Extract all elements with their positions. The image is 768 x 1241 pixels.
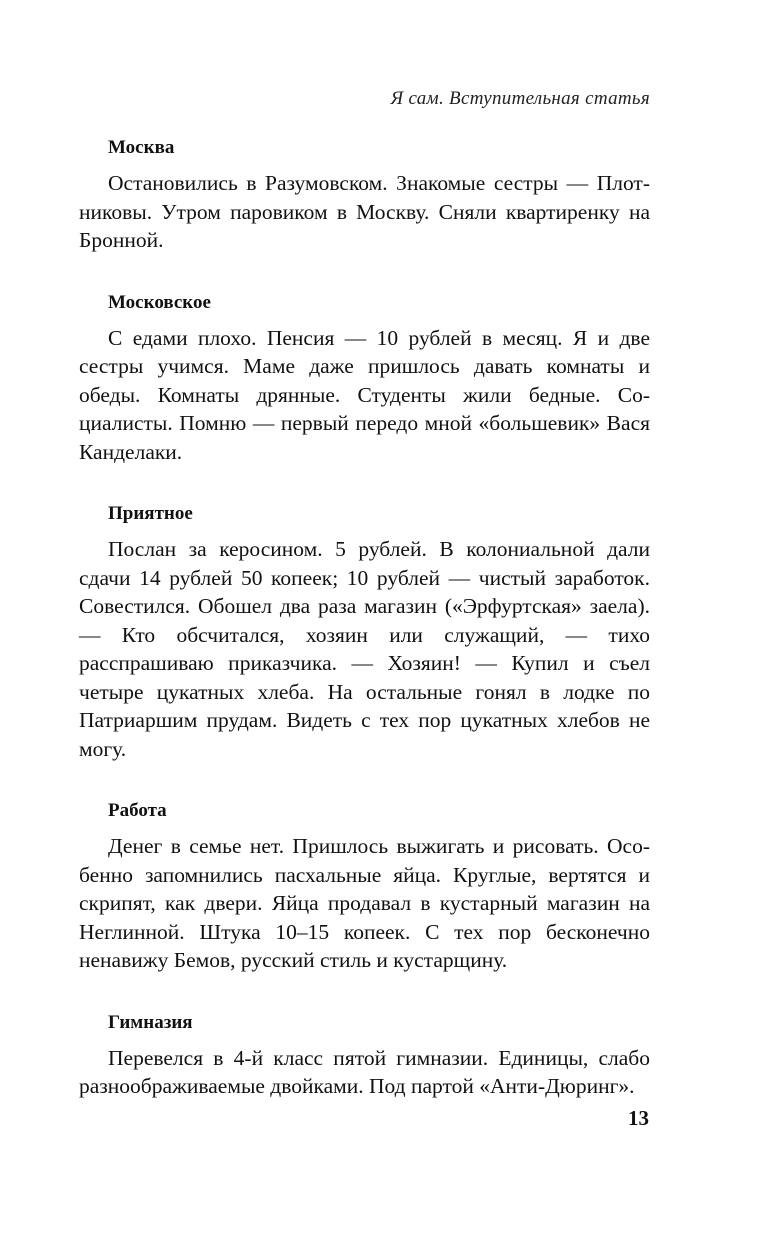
section-gymnasium [79, 1008, 650, 1101]
section-paragraph: Послан за керосином. 5 рублей. В колониальной дали сдачи 14 рублей 50 копеек; 10 рублей — чистый заработок. Совестился. Обошел два раза магазин («Эрфуртская» заела). — Кто обсчитался, хозяин или служащий, — тихо расспрашиваю приказчика. — Хозяин! — Купил и съел четыре цукатных хлеба. На остальные гонял в лодке по Патриаршим прудам. Видеть с тех пор цукатных хлебов не могу. [79, 537, 650, 761]
section-work [79, 796, 650, 975]
section-heading: Московское [108, 291, 211, 313]
section-paragraph: С едами плохо. Пенсия — 10 рублей в месяц. Я и две сестры учимся. Маме даже пришлось давать комнаты и обеды. Комнаты дрянные. Студенты жили бедные. Социалисты. Помню — первый передо мной «большевик» Вася Канделаки. [79, 325, 650, 464]
section-heading: Москва [108, 137, 175, 158]
section-moscow-life [79, 288, 650, 467]
section-heading: Гимназия [108, 1011, 193, 1033]
section-moscow [79, 133, 650, 255]
section-pleasant [79, 499, 650, 763]
page-body [79, 133, 650, 1134]
section-paragraph: Остановились в Разумовском. Знакомые сестры — Плотниковы. Утром паровиком в Москву. Сняли квартиренку на Бронной. [79, 171, 650, 252]
running-header: Я сам. Вступительная статья [390, 88, 650, 109]
section-heading: Работа [108, 800, 167, 821]
section-heading: Приятное [108, 503, 193, 524]
section-paragraph: Перевелся в 4-й класс пятой гимназии. Единицы, слабо разноображиваемые двойками. Под партой «Анти-Дюринг». [79, 1045, 650, 1098]
section-paragraph: Денег в семье нет. Пришлось выжигать и рисовать. Особенно запомнились пасхальные яйца. Круглые, вертятся и скрипят, как двери. Яйца продавал в кустарный магазин на Неглинной. Штука 10–15 копеек. С тех пор бесконечно ненавижу Бемов, русский стиль и кустарщину. [79, 834, 650, 972]
page-number: 13 [628, 1106, 649, 1130]
